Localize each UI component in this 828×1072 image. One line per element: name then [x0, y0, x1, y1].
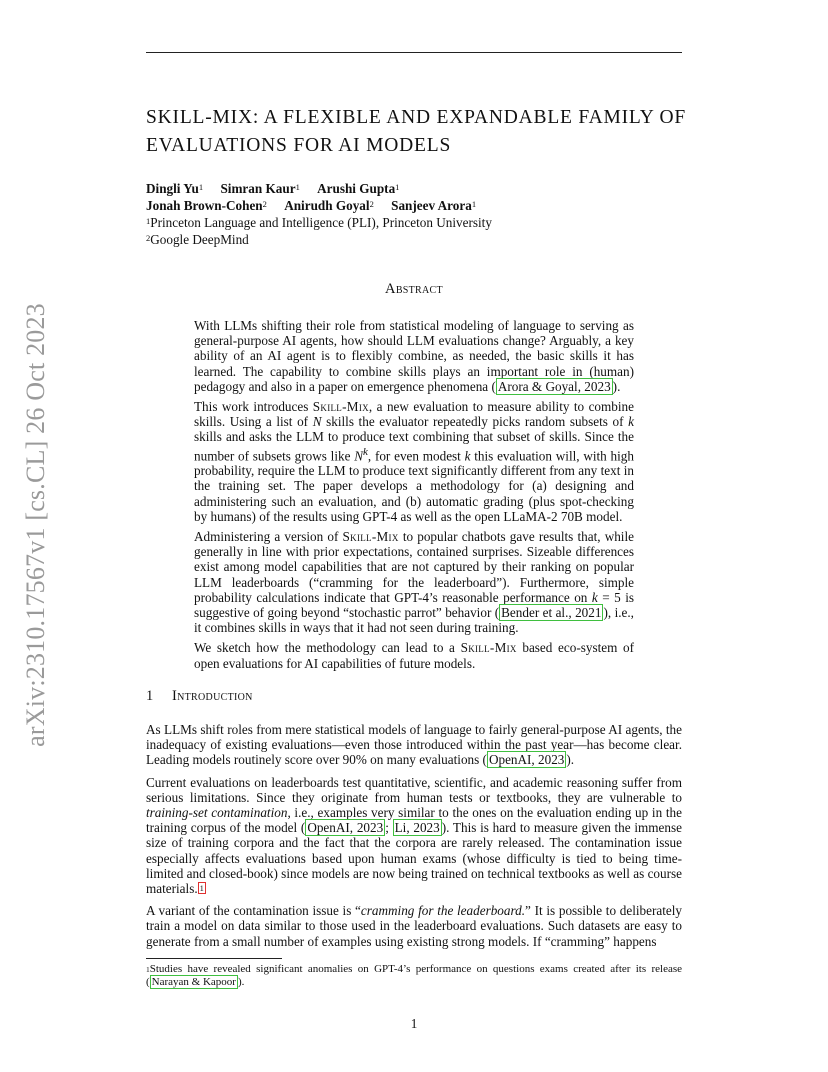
- citation-link[interactable]: Arora & Goyal, 2023: [497, 378, 611, 394]
- citation-link[interactable]: OpenAI, 2023: [488, 752, 565, 768]
- affiliation-mark: 2: [146, 233, 151, 243]
- author-name: Jonah Brown-Cohen: [146, 198, 263, 213]
- citation-link[interactable]: Li, 2023: [394, 820, 440, 836]
- affiliation-text: Princeton Language and Intelligence (PLI), Princeton University: [150, 215, 492, 230]
- author-name: Sanjeev Arora: [391, 198, 472, 213]
- author-block: [146, 180, 686, 248]
- abstract-body: [194, 318, 634, 676]
- paper-title: SKILL-MIX: A FLEXIBLE AND EXPANDABLE FAMILY OF EVALUATIONS FOR AI MODELS: [146, 107, 687, 156]
- skill-mix-term: Skill-Mix: [312, 399, 369, 415]
- math-symbol: k: [628, 414, 634, 430]
- body-paragraph: As LLMs shift roles from mere statistical models of language to fairly general-purpose AI agents, the inadequacy of existing evaluations—even those introduced within the past year—has become clear. Leading models routinely score over 90% on many evaluations ( OpenAI, 2023 ).: [146, 722, 682, 768]
- footnote-rule: [146, 958, 282, 959]
- skill-mix-term: Skill-Mix: [342, 529, 399, 545]
- citation-link[interactable]: OpenAI, 2023: [307, 820, 384, 836]
- author-affiliation-mark: 2: [369, 199, 374, 209]
- section-title: Introduction: [172, 688, 253, 704]
- footnote-link[interactable]: 1: [199, 883, 204, 894]
- math-symbol: k: [464, 448, 471, 464]
- section-heading: [146, 688, 253, 705]
- body-paragraph: A variant of the contamination issue is “cramming for the leaderboard.” It is possible to deliberately train a model on data similar to those used in the leaderboard evaluations. Such datasets are easy to generate from a small number of examples using existing strong models. If “cramming” happens: [146, 903, 682, 949]
- math-exponent: k: [363, 445, 368, 458]
- affiliation-mark: 1: [146, 216, 151, 226]
- author-affiliation-mark: 1: [471, 199, 477, 209]
- math-symbol: N: [312, 414, 322, 430]
- author-affiliation-mark: 1: [395, 182, 400, 192]
- author-row-2: [146, 197, 686, 214]
- author-affiliation-mark: 1: [295, 182, 300, 192]
- author-affiliation-mark: 2: [262, 199, 267, 209]
- math-symbol: N: [354, 448, 363, 464]
- emphasis: training-set contamination: [146, 805, 288, 821]
- introduction-body: [146, 722, 682, 956]
- author-name: Anirudh Goyal: [284, 198, 370, 213]
- affiliation-text: Google DeepMind: [150, 232, 249, 247]
- affiliation-2: [146, 231, 686, 248]
- author-row-1: [146, 180, 686, 197]
- footnote-mark: 1: [146, 965, 150, 974]
- author-affiliation-mark: 1: [198, 182, 204, 192]
- citation-link[interactable]: Narayan & Kapoor: [151, 976, 236, 988]
- author-name: Dingli Yu: [146, 181, 199, 196]
- abstract-paragraph: With LLMs shifting their role from statistical modeling of language to serving as general-purpose AI agents, how should LLM evaluations change? Arguably, a key ability of an AI agent is to flexibly combine, as needed, the basic skills it has learned. The capability to combine skills plays an important role in (human) pedagogy and also in a paper on emergence phenomena ( Arora & Goyal, 2023 ).: [194, 318, 634, 394]
- section-number: 1: [146, 688, 154, 704]
- footnote: $^1$Studies have revealed significant anomalies on GPT-4’s performance on questions exams created after its release ( Narayan & Kapoor ).: [146, 963, 682, 988]
- math-symbol: k: [591, 589, 598, 605]
- author-name: Simran Kaur: [220, 181, 296, 196]
- body-paragraph: Current evaluations on leaderboards test quantitative, scientific, and academic reasoning suffer from serious limitations. Since they originate from human tests or textbooks, they are vulnerable to training-set contamination, i.e., examples very similar to the ones on the evaluation ending up in the training corpus of the model ( OpenAI, 2023 ; Li, 2023 ). This is hard to measure given the immense size of training corpora and the fact that the corpora are rarely released. The contamination issue especially affects evaluations based upon human exams (whose difficulty is tied to being time-limited and closed-book) since models are now being trained on technical textbooks as well as course materials. $^1$: [146, 774, 683, 897]
- skill-mix-term: Skill-Mix: [460, 640, 517, 656]
- arxiv-id: arXiv:2310.17567v1 [cs.CL] 26 Oct 2023: [21, 303, 50, 747]
- emphasis: cramming for the leaderboard.: [360, 903, 526, 919]
- citation-link[interactable]: Bender et al., 2021: [501, 605, 602, 621]
- author-name: Arushi Gupta: [317, 181, 396, 196]
- abstract-paragraph: This work introduces Skill-Mix, a new evaluation to measure ability to combine skills. Using a list of N skills the evaluator repeatedly picks random subsets of k skills and asks the LLM to produce text combining that subset of skills. Since the number of subsets grows like $N^k$, for even modest k this evaluation will, with high probability, require the LLM to produce text significantly different from any text in the training set. The paper develops a methodology for (a) designing and administering such an evaluation, and (b) automatic grading (plus spot-checking by humans) of the results using GPT-4 as well as the open LLaMA-2 70B model.: [194, 399, 634, 524]
- header-rule: [146, 52, 682, 53]
- abstract-heading: Abstract: [385, 281, 443, 297]
- page-number: 1: [410, 1016, 418, 1031]
- affiliation-1: [146, 214, 686, 231]
- abstract-paragraph: We sketch how the methodology can lead to a Skill-Mix based eco-system of open evaluations for AI capabilities of future models.: [194, 640, 634, 671]
- abstract-paragraph: Administering a version of Skill-Mix to popular chatbots gave results that, while generally in line with prior expectations, contained surprises. Sizeable differences exist among model capabilities that are not captured by their ranking on popular LLM leaderboards (“cramming for the leaderboard”). Furthermore, simple probability calculations indicate that GPT-4’s reasonable performance on k = 5 is suggestive of going beyond “stochastic parrot” behavior ( Bender et al., 2021 ), i.e., it combines skills in ways that it had not seen during training.: [194, 529, 635, 636]
